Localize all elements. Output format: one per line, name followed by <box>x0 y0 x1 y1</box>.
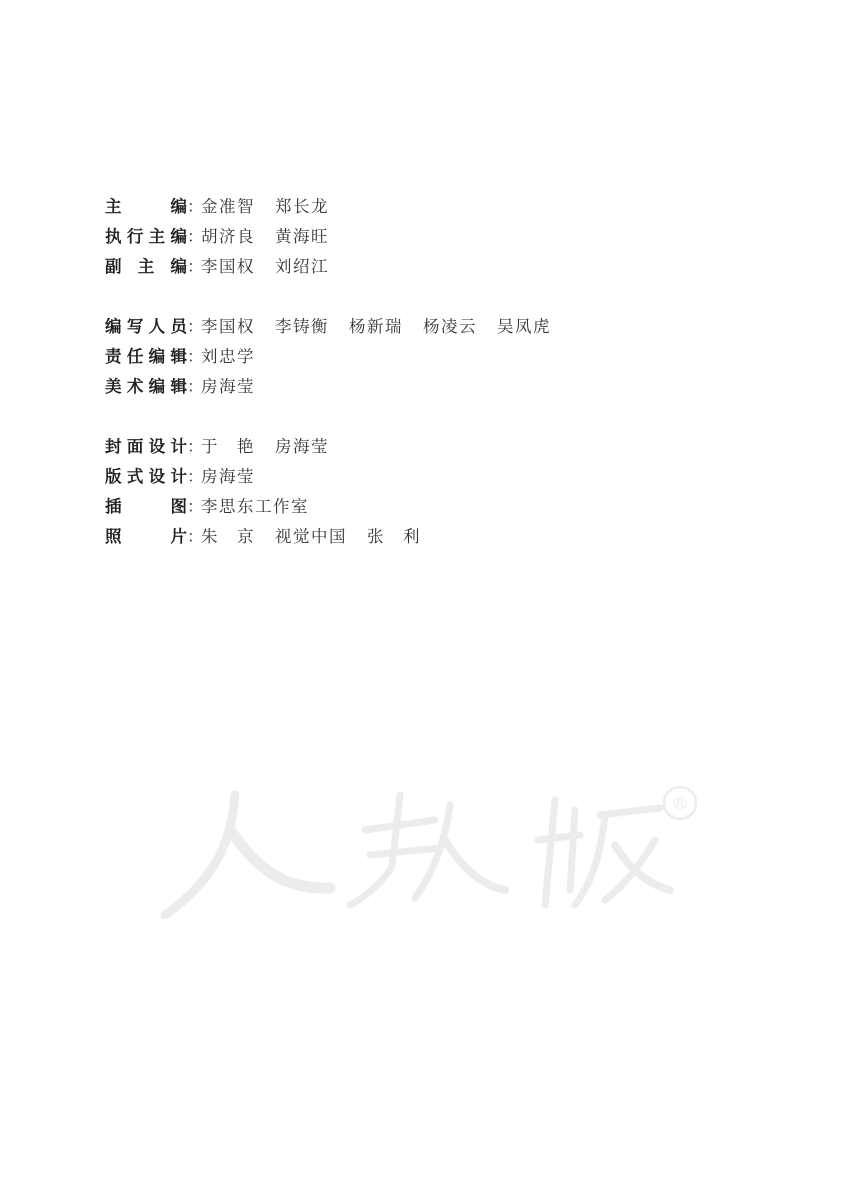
credits-block <box>105 190 551 580</box>
credit-names <box>201 193 329 217</box>
credit-colon: ： <box>187 437 204 456</box>
credit-row <box>105 430 551 460</box>
credit-role: 插 图 <box>105 497 187 516</box>
credit-name: 刘忠学 <box>201 347 255 366</box>
credit-name: 朱 京 <box>201 527 255 546</box>
credit-row <box>105 490 551 520</box>
credit-name: 李国权 <box>201 317 255 336</box>
credit-role: 责任编辑 <box>105 347 187 366</box>
credit-name: 李铸衡 <box>275 317 329 336</box>
credit-role: 主 编 <box>105 197 187 216</box>
credit-names <box>201 523 421 547</box>
credit-name: 吴凤虎 <box>497 317 551 336</box>
credit-role: 封面设计 <box>105 437 187 456</box>
credit-names <box>201 223 329 247</box>
credit-name: 张 利 <box>367 527 421 546</box>
credit-role: 副 主 编 <box>105 257 187 276</box>
credit-names <box>201 253 329 277</box>
credit-row <box>105 370 551 400</box>
credit-name: 胡济良 <box>201 227 255 246</box>
credit-names <box>201 433 329 457</box>
credits-group <box>105 430 551 550</box>
credit-name: 房海莹 <box>275 437 329 456</box>
credit-name: 黄海旺 <box>275 227 329 246</box>
credit-names <box>201 373 255 397</box>
credit-name: 郑长龙 <box>275 197 329 216</box>
credit-colon: ： <box>187 377 204 396</box>
credit-name: 于 艳 <box>201 437 255 456</box>
credit-row <box>105 340 551 370</box>
credit-name: 房海莹 <box>201 377 255 396</box>
credit-row <box>105 250 551 280</box>
credit-role: 执行主编 <box>105 227 187 246</box>
credit-name: 金准智 <box>201 197 255 216</box>
credits-group <box>105 310 551 400</box>
credit-row <box>105 460 551 490</box>
credit-role: 照 片 <box>105 527 187 546</box>
credit-colon: ： <box>187 527 204 546</box>
credit-colon: ： <box>187 467 204 486</box>
credit-names <box>201 313 551 337</box>
credit-role: 版式设计 <box>105 467 187 486</box>
credit-colon: ： <box>187 227 204 246</box>
credit-colon: ： <box>187 497 204 516</box>
credit-role: 编写人员 <box>105 317 187 336</box>
credit-row <box>105 220 551 250</box>
credit-names <box>201 343 255 367</box>
credit-name: 杨新瑞 <box>349 317 403 336</box>
credit-name: 杨凌云 <box>423 317 477 336</box>
credit-row <box>105 310 551 340</box>
credit-row <box>105 190 551 220</box>
publisher-watermark <box>160 770 720 930</box>
credit-names <box>201 463 255 487</box>
credit-colon: ： <box>187 257 204 276</box>
credit-colon: ： <box>187 317 204 336</box>
credit-names <box>201 493 309 517</box>
credit-name: 李思东工作室 <box>201 497 309 516</box>
credit-colon: ： <box>187 347 204 366</box>
credit-name: 李国权 <box>201 257 255 276</box>
credits-group <box>105 190 551 280</box>
watermark-registered-mark: ® <box>671 794 689 814</box>
credit-row <box>105 520 551 550</box>
credit-name: 刘绍江 <box>275 257 329 276</box>
credit-name: 房海莹 <box>201 467 255 486</box>
credit-role: 美术编辑 <box>105 377 187 396</box>
credit-name: 视觉中国 <box>275 527 347 546</box>
credit-colon: ： <box>187 197 204 216</box>
